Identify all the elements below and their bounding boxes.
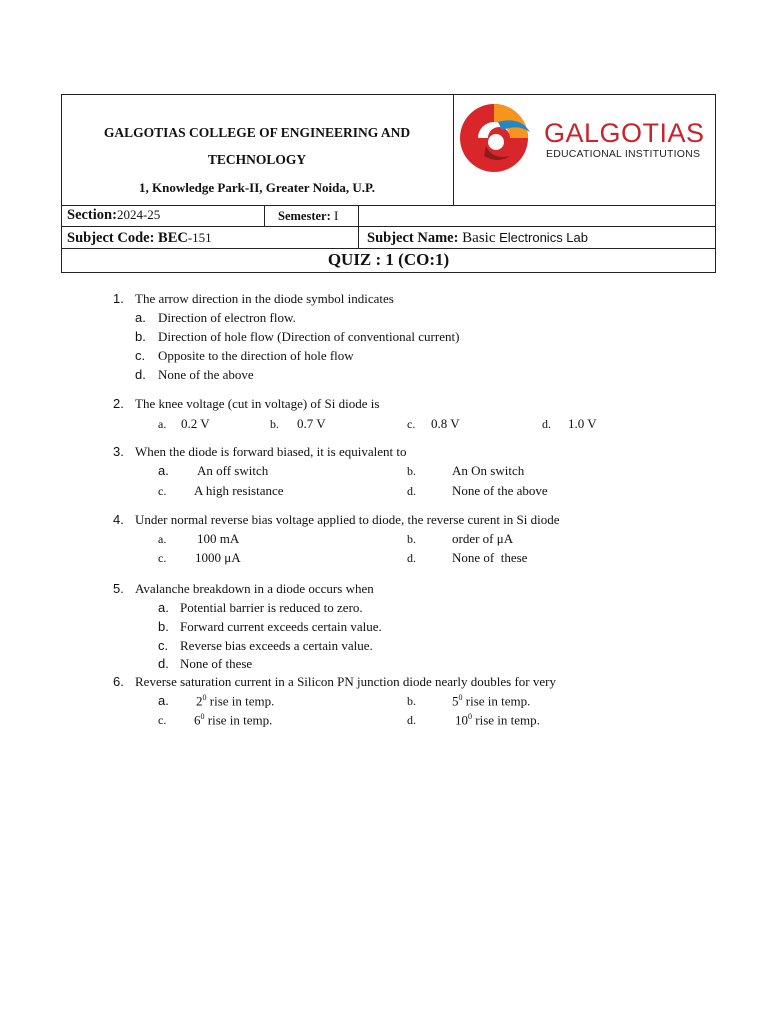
option-letter: d. [407,484,416,498]
option-letter: b. [407,464,416,478]
option-text: 0.7 V [297,416,326,431]
option-letter: b. [158,619,169,634]
option-text [455,712,540,728]
option-text-base: 2 [196,693,203,709]
degree-superscript: 0 [458,693,463,702]
subject-code-label: Subject Code: BEC [67,230,188,246]
question-5 [113,581,374,597]
option-6b [407,693,531,709]
option-2d [542,416,597,432]
option-letter: c. [158,713,167,727]
question-text: When the diode is forward biased, it is equivalent to [135,444,407,459]
option-letter: c. [407,417,416,431]
header-divider [453,94,454,206]
option-text-base: 5 [452,693,459,709]
option-text: Opposite to the direction of hole flow [158,348,354,363]
college-name-line2: TECHNOLOGY [207,152,307,167]
option-2b [270,416,326,432]
option-letter: b. [407,694,416,708]
section-row-divider-1 [264,206,265,227]
option-text: Potential barrier is reduced to zero. [180,600,363,615]
option-letter: c. [135,348,146,363]
degree-superscript: 0 [202,693,207,702]
option-text: None of the above [158,367,254,382]
option-text: order of μA [452,531,514,546]
college-address: 1, Knowledge Park-II, Greater Noida, U.P. [139,180,375,195]
option-5d [158,656,253,672]
option-text: 1000 μA [195,550,241,565]
option-text [194,712,272,728]
option-letter: d. [542,417,551,431]
option-3c [158,483,284,499]
option-letter: c. [158,638,169,653]
galgotias-logo [458,98,713,178]
option-text: None of these [452,550,528,565]
option-text: Direction of electron flow. [158,310,296,325]
subject-code-value: -151 [187,230,212,245]
option-1a [135,310,296,326]
option-text: None of the above [452,483,548,498]
option-letter: c. [158,551,167,565]
option-text-base: 10 [455,712,468,728]
question-number: 3. [113,444,124,459]
section-row-divider-2 [358,206,359,227]
question-3 [113,444,407,460]
option-4d [407,550,528,566]
question-text: Under normal reverse bias voltage applied to diode, the reverse curent in Si diode [135,512,560,527]
option-letter: b. [270,417,279,431]
option-3a [158,463,269,479]
subject-name-value-2: Electronics Lab [495,230,588,245]
option-letter: b. [407,532,416,546]
quiz-title: QUIZ : 1 (CO:1) [327,250,450,269]
option-3d [407,483,548,499]
option-text: Forward current exceeds certain value. [180,619,382,634]
degree-superscript: 0 [468,712,472,721]
option-4c [158,550,241,566]
option-1b [135,329,460,345]
question-4 [113,512,560,528]
question-text: The knee voltage (cut in voltage) of Si diode is [135,396,380,411]
question-text: Avalanche breakdown in a diode occurs when [135,581,374,596]
option-2c [407,416,460,432]
option-letter: d. [158,656,169,671]
option-5a [158,600,363,616]
option-text: Direction of hole flow (Direction of conventional current) [158,329,460,344]
option-letter: a. [158,693,169,708]
subject-name-label: Subject Name: [367,230,459,246]
option-letter: a. [158,532,167,546]
option-3b [407,463,525,479]
option-text: 100 mA [197,531,240,546]
option-text: An On switch [452,463,525,478]
option-1c [135,348,354,364]
question-text: Reverse saturation current in a Silicon PN junction diode nearly doubles for very [135,674,556,689]
question-6 [113,674,556,690]
subject-code-field [67,229,212,247]
option-letter: b. [135,329,146,344]
option-letter: a. [158,463,169,478]
option-text-rest: rise in temp. [472,712,540,728]
question-text: The arrow direction in the diode symbol indicates [135,291,394,306]
option-text: 1.0 V [568,416,597,431]
option-text [452,693,530,709]
question-number: 5. [113,581,124,596]
section-field [67,207,160,224]
logo-swirl-icon [458,98,533,178]
subject-row-divider [358,227,359,249]
subject-name-field [367,229,588,247]
option-text: None of these [180,656,253,671]
option-letter: a. [135,310,146,325]
option-text [196,693,274,709]
semester-field [278,207,338,225]
option-4b [407,531,514,547]
option-letter: d. [135,367,146,382]
option-text-rest: rise in temp. [206,693,275,709]
option-2a [158,416,210,432]
option-6c [158,712,273,728]
degree-superscript: 0 [200,712,205,721]
section-value: 2024-25 [116,207,161,222]
question-number: 2. [113,396,124,411]
option-text: Reverse bias exceeds a certain value. [180,638,373,653]
option-text-base: 6 [194,712,201,728]
option-4a [158,531,240,547]
logo-name: GALGOTIAS [544,118,705,148]
option-6d [407,712,540,728]
option-letter: d. [407,713,416,727]
question-2 [113,396,380,412]
option-letter: d. [407,551,416,565]
option-text: 0.8 V [431,416,460,431]
option-letter: a. [158,600,169,615]
college-name-line1: GALGOTIAS COLLEGE OF ENGINEERING AND [103,125,411,140]
semester-label: Semester: [278,209,331,223]
option-text-rest: rise in temp. [462,693,531,709]
option-text: A high resistance [194,483,284,498]
section-label: Section: [67,207,117,223]
question-1 [113,291,394,307]
option-letter: a. [158,417,167,431]
option-5b [158,619,382,635]
semester-value: I [330,208,339,223]
option-1d [135,367,254,383]
question-number: 1. [113,291,124,306]
option-text: An off switch [197,463,269,478]
subject-name-value-1: Basic [458,230,496,246]
logo-subtitle: EDUCATIONAL INSTITUTIONS [546,148,701,160]
question-number: 6. [113,674,124,689]
option-text-rest: rise in temp. [204,712,273,728]
option-letter: c. [158,484,167,498]
option-5c [158,638,373,654]
option-text: 0.2 V [181,416,210,431]
option-6a [158,693,275,709]
question-number: 4. [113,512,124,527]
